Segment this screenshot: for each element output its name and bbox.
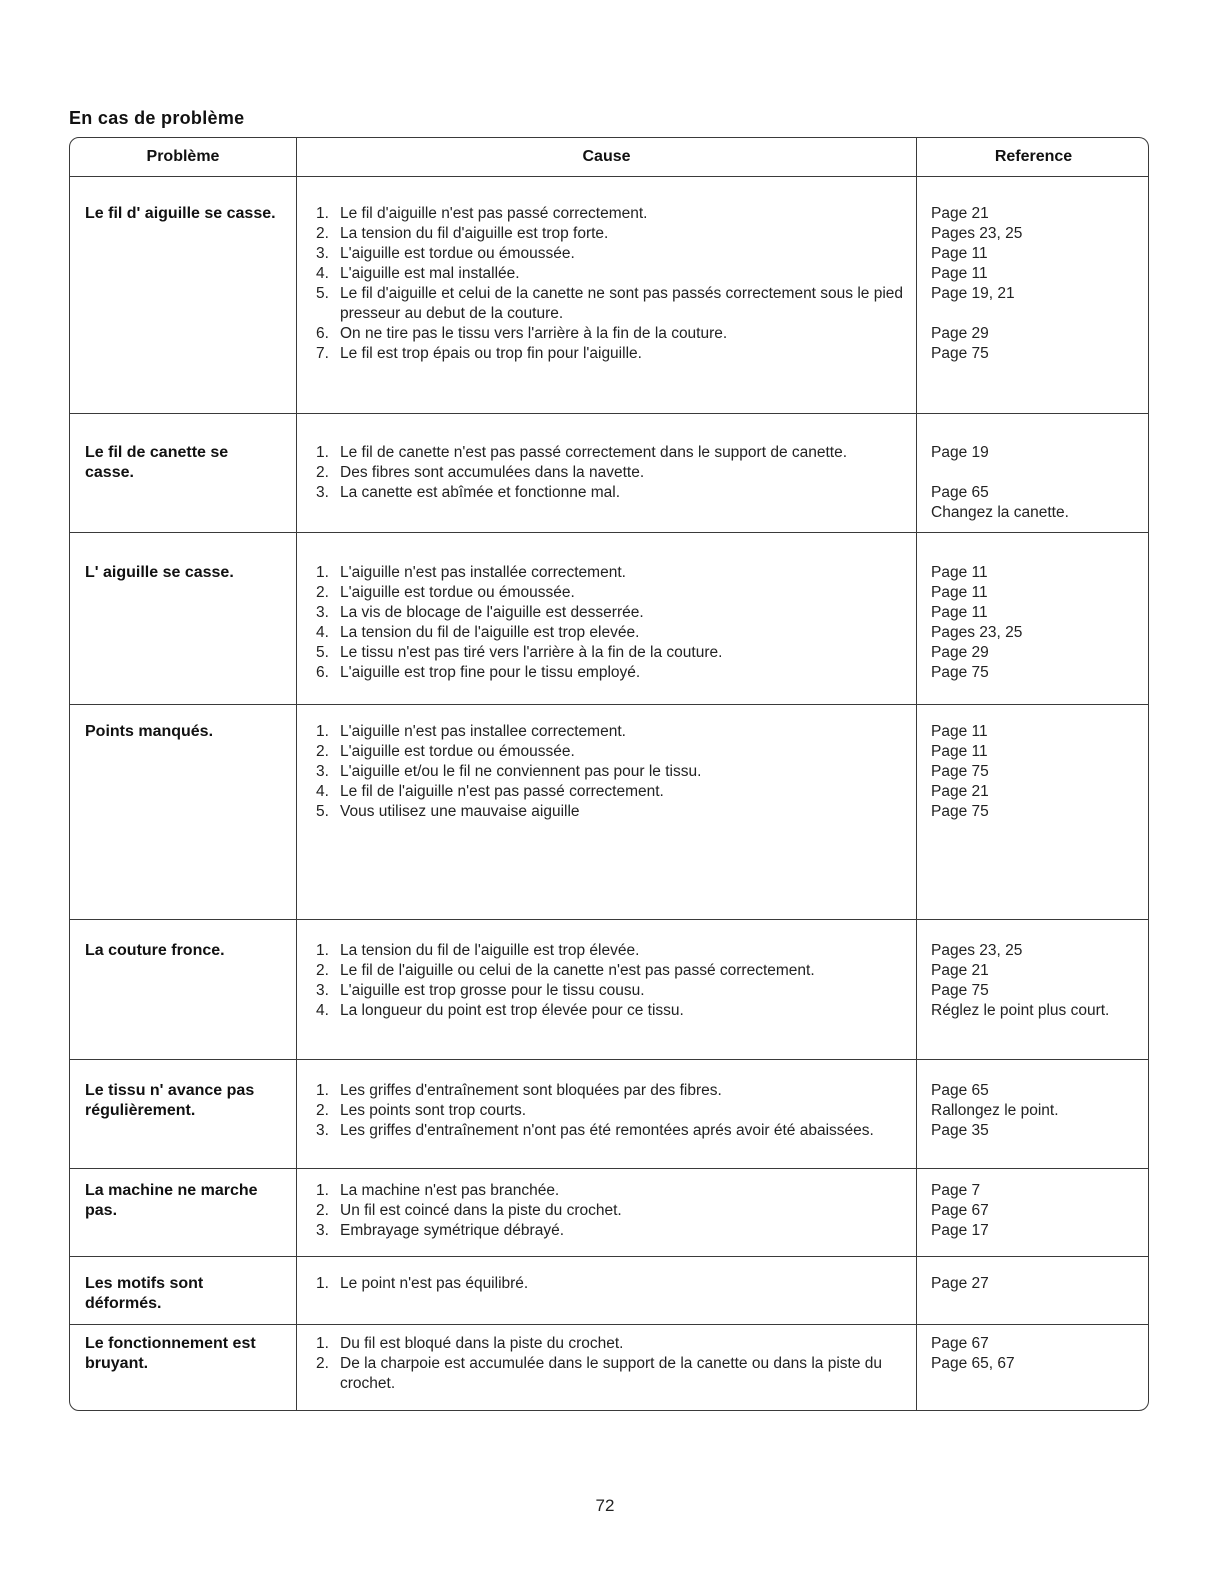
row-divider <box>70 1059 1148 1060</box>
header-cause: Cause <box>582 148 631 165</box>
reference-item: Page 11 <box>931 604 988 621</box>
cause-list <box>316 1081 906 1141</box>
row-divider <box>70 1168 1148 1169</box>
reference-item: Page 21 <box>931 783 989 800</box>
reference-item: Page 27 <box>931 1275 989 1292</box>
cause-item: 1. Le point n'est pas équilibré. <box>316 1275 529 1292</box>
cause-item: 3. Les griffes d'entraînement n'ont pas été remontées aprés avoir été abaissées. <box>316 1122 874 1139</box>
problem-cell: La machine ne marche pas. <box>85 1182 258 1219</box>
reference-item: Page 11 <box>931 584 988 601</box>
row-divider <box>70 176 1148 177</box>
reference-item: Page 21 <box>931 962 989 979</box>
cause-item: 1. L'aiguille n'est pas installée correctement. <box>316 564 626 581</box>
reference-item: Page 65, 67 <box>931 1355 1015 1372</box>
row-divider <box>70 704 1148 705</box>
reference-item: Page 7 <box>931 1182 981 1199</box>
cause-list <box>316 1274 906 1294</box>
header-reference: Reference <box>994 148 1073 165</box>
reference-item: Page 75 <box>931 345 989 362</box>
cause-item: 1. Le fil de canette n'est pas passé correctement dans le support de canette. <box>316 444 848 461</box>
problem-cell: Le fonctionnement est bruyant. <box>85 1335 256 1372</box>
cause-list <box>316 722 906 822</box>
column-divider <box>916 138 917 1410</box>
reference-item: Page 11 <box>931 245 988 262</box>
reference-item: Réglez le point plus court. <box>931 1002 1110 1019</box>
cause-item: 5. Le fil d'aiguille et celui de la canette ne sont pas passés correctement sous le pied presseur au debut de la couture. <box>316 285 904 322</box>
reference-list <box>931 204 1146 364</box>
cause-item: 2. L'aiguille est tordue ou émoussée. <box>316 584 575 601</box>
header-problem: Problème <box>146 148 220 165</box>
cause-item: 2. La tension du fil d'aiguille est trop forte. <box>316 225 609 242</box>
reference-list <box>931 1081 1146 1141</box>
cause-item: 2. Les points sont trop courts. <box>316 1102 527 1119</box>
row-divider <box>70 1324 1148 1325</box>
troubleshooting-table <box>69 137 1149 1411</box>
reference-item: Page 75 <box>931 982 989 999</box>
cause-item: 3. La vis de blocage de l'aiguille est desserrée. <box>316 604 644 621</box>
cause-item: 1. La machine n'est pas branchée. <box>316 1182 560 1199</box>
reference-item: Page 67 <box>931 1202 989 1219</box>
cause-item: 4. Le fil de l'aiguille n'est pas passé correctement. <box>316 783 664 800</box>
problem-cell: L' aiguille se casse. <box>85 564 234 581</box>
cause-item: 1. Le fil d'aiguille n'est pas passé correctement. <box>316 205 648 222</box>
reference-item: Page 11 <box>931 743 988 760</box>
row-divider <box>70 532 1148 533</box>
cause-item: 6. On ne tire pas le tissu vers l'arrière à la fin de la couture. <box>316 325 728 342</box>
reference-list <box>931 1274 1146 1294</box>
reference-item: Page 67 <box>931 1335 989 1352</box>
cause-item: 2. Des fibres sont accumulées dans la navette. <box>316 464 645 481</box>
cause-list <box>316 1181 906 1241</box>
cause-item: 5. Le tissu n'est pas tiré vers l'arrière à la fin de la couture. <box>316 644 723 661</box>
reference-list <box>931 1181 1146 1241</box>
reference-list <box>931 1334 1146 1374</box>
problem-cell: Les motifs sont déformés. <box>85 1275 204 1312</box>
cause-list <box>316 941 906 1021</box>
cause-list <box>316 204 906 364</box>
reference-item: Page 75 <box>931 803 989 820</box>
problem-cell: Le fil de canette se casse. <box>85 444 229 481</box>
cause-item: 3. La canette est abîmée et fonctionne mal. <box>316 484 621 501</box>
reference-item: Rallongez le point. <box>931 1102 1059 1119</box>
reference-item: Page 75 <box>931 763 989 780</box>
reference-item: Page 21 <box>931 205 989 222</box>
cause-item: 2. Le fil de l'aiguille ou celui de la canette n'est pas passé correctement. <box>316 962 815 979</box>
reference-list <box>931 941 1146 1021</box>
row-divider <box>70 919 1148 920</box>
cause-item: 1. Du fil est bloqué dans la piste du crochet. <box>316 1335 624 1352</box>
row-divider <box>70 413 1148 414</box>
cause-item: 1. La tension du fil de l'aiguille est trop élevée. <box>316 942 640 959</box>
reference-item: Pages 23, 25 <box>931 225 1023 242</box>
reference-item: Page 29 <box>931 644 989 661</box>
reference-item: Page 75 <box>931 664 989 681</box>
reference-item: Page 11 <box>931 564 988 581</box>
reference-item: Page 19, 21 <box>931 285 1015 302</box>
column-divider <box>296 138 297 1410</box>
cause-item: 3. Embrayage symétrique débrayé. <box>316 1222 565 1239</box>
problem-cell: La couture fronce. <box>85 942 225 959</box>
cause-list <box>316 1334 906 1394</box>
reference-item: Page 11 <box>931 723 988 740</box>
cause-list <box>316 563 906 683</box>
cause-item: 3. L'aiguille est trop grosse pour le tissu cousu. <box>316 982 645 999</box>
problem-cell: Le fil d' aiguille se casse. <box>85 205 276 222</box>
reference-list <box>931 722 1146 822</box>
page-title: En cas de problème <box>69 108 245 128</box>
reference-list <box>931 443 1146 523</box>
page-number: 72 <box>595 1496 615 1515</box>
reference-item: Page 11 <box>931 265 988 282</box>
reference-item: Page 65 <box>931 1082 989 1099</box>
reference-item: Page 19 <box>931 444 989 461</box>
cause-item: 4. La longueur du point est trop élevée pour ce tissu. <box>316 1002 684 1019</box>
reference-item: Changez la canette. <box>931 504 1069 521</box>
cause-item: 1. Les griffes d'entraînement sont bloquées par des fibres. <box>316 1082 722 1099</box>
cause-item: 2. L'aiguille est tordue ou émoussée. <box>316 743 575 760</box>
cause-item: 1. L'aiguille n'est pas installee correctement. <box>316 723 626 740</box>
cause-item: 2. Un fil est coincé dans la piste du crochet. <box>316 1202 622 1219</box>
reference-item: Pages 23, 25 <box>931 942 1023 959</box>
cause-item: 3. L'aiguille est tordue ou émoussée. <box>316 245 575 262</box>
reference-item: Page 29 <box>931 325 989 342</box>
reference-item: Page 17 <box>931 1222 989 1239</box>
cause-item: 6. L'aiguille est trop fine pour le tissu employé. <box>316 664 641 681</box>
problem-cell: Le tissu n' avance pas régulièrement. <box>85 1082 255 1119</box>
row-divider <box>70 1256 1148 1257</box>
cause-item: 5. Vous utilisez une mauvaise aiguille <box>316 803 580 820</box>
cause-list <box>316 443 906 503</box>
reference-item: Pages 23, 25 <box>931 624 1023 641</box>
reference-item: Page 35 <box>931 1122 989 1139</box>
cause-item: 2. De la charpoie est accumulée dans le support de la canette ou dans la piste du crochet. <box>316 1355 882 1392</box>
cause-item: 3. L'aiguille et/ou le fil ne conviennent pas pour le tissu. <box>316 763 702 780</box>
reference-item: Page 65 <box>931 484 989 501</box>
cause-item: 7. Le fil est trop épais ou trop fin pour l'aiguille. <box>316 345 642 362</box>
problem-cell: Points manqués. <box>85 723 214 740</box>
reference-list <box>931 563 1146 683</box>
cause-item: 4. La tension du fil de l'aiguille est trop elevée. <box>316 624 640 641</box>
cause-item: 4. L'aiguille est mal installée. <box>316 265 520 282</box>
